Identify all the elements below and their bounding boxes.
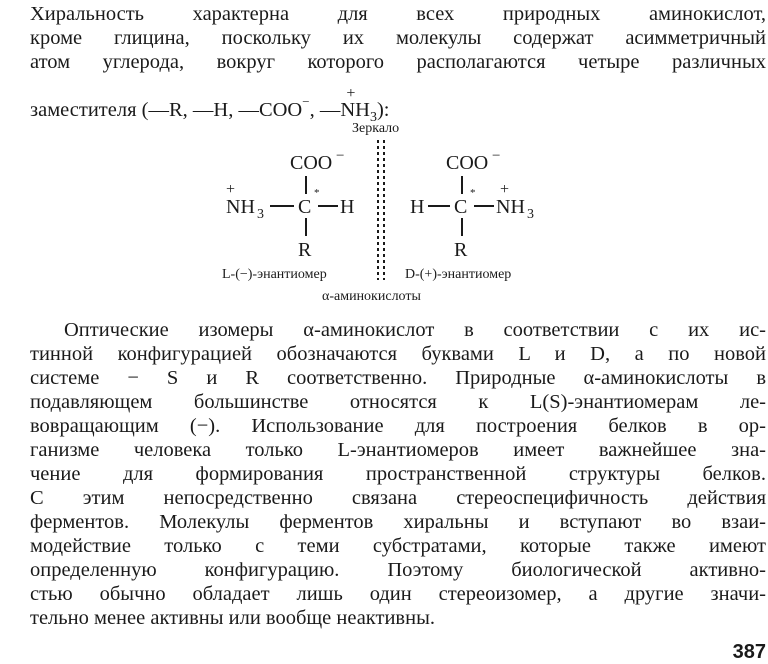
left-center-c: C bbox=[298, 196, 312, 218]
body-line-12: стью обычно обладает лишь один стереоизомер, а другие значи- bbox=[30, 583, 766, 605]
body-line-3: системе − S и R соответственно. Природные α-аминокислоты в bbox=[30, 367, 766, 389]
body-line-2: тинной конфигурацией обозначаются буквами L и D, а по новой bbox=[30, 343, 766, 365]
left-r-text: R bbox=[298, 239, 312, 261]
right-coo-text: COO bbox=[446, 152, 489, 174]
right-chiral-star: * bbox=[470, 187, 476, 199]
plus-charge: + bbox=[346, 84, 356, 102]
body-line-6: ганизме человека только L-энантиомеров имеет важнейшее зна- bbox=[30, 439, 766, 461]
right-h-text: H bbox=[410, 196, 425, 218]
body-line-9: ферментов. Молекулы ферментов хиральны и вступают во взаи- bbox=[30, 511, 766, 533]
mirror-label: Зеркало bbox=[352, 121, 400, 136]
body-line-5: вовращающим (−). Использование для построения белков в ор- bbox=[30, 415, 766, 437]
closing-text: ): bbox=[376, 98, 390, 121]
body-line-13: тельно менее активны или вообще неактивны. bbox=[30, 607, 435, 629]
left-nh-text: NH bbox=[226, 196, 255, 218]
body-line-11: определенную конфигурацию. Поэтому биологической активно- bbox=[30, 559, 766, 581]
intro-line-1: Хиральность характерна для всех природных аминокислот, bbox=[30, 3, 766, 25]
page-number: 387 bbox=[732, 641, 766, 663]
right-coo-minus: − bbox=[492, 148, 501, 164]
diagram-caption: α-аминокислоты bbox=[322, 289, 421, 304]
body-line-4: подавляющем большинстве относятся к L(S)-энантиомерам ле- bbox=[30, 391, 766, 413]
body-line-1: Оптические изомеры α-аминокислот в соответствии с их ис- bbox=[64, 319, 766, 341]
l-enantiomer-label: L-(−)-энантиомер bbox=[222, 267, 327, 282]
left-coo-text: COO bbox=[290, 152, 333, 174]
right-nh-sub3: 3 bbox=[527, 207, 534, 222]
right-r-text: R bbox=[454, 239, 468, 261]
substituents-text: заместителя (—R, —H, —COO bbox=[30, 98, 303, 121]
body-line-7: чение для формирования пространственной структуры белков. bbox=[30, 463, 766, 485]
body-line-8: С этим непосредственно связана стереоспецифичность действия bbox=[30, 487, 766, 509]
minus-charge: − bbox=[302, 94, 310, 109]
right-nh-text: NH bbox=[496, 196, 525, 218]
intro-line-2: кроме глицина, поскольку их молекулы содержат асимметричный bbox=[30, 27, 766, 49]
intro-line-3: атом углерода, вокруг которого располагаются четыре различных bbox=[30, 51, 766, 73]
left-nh-sub3: 3 bbox=[257, 207, 264, 222]
l-enantiomer bbox=[222, 148, 354, 282]
right-nh3-plus: + bbox=[500, 181, 510, 198]
nh-text: NH bbox=[340, 98, 370, 121]
d-enantiomer-label: D-(+)-энантиомер bbox=[405, 267, 512, 282]
left-coo-minus: − bbox=[336, 148, 345, 164]
left-nh3-plus: + bbox=[226, 181, 236, 198]
d-enantiomer bbox=[405, 148, 534, 282]
right-center-c: C bbox=[454, 196, 468, 218]
left-h-text: H bbox=[340, 196, 355, 218]
enantiomer-diagram bbox=[0, 110, 768, 310]
subscript-3: 3 bbox=[369, 109, 377, 125]
separator-text: , — bbox=[309, 98, 341, 121]
body-line-10: модействие только с теми субстратами, которые также имеют bbox=[30, 535, 766, 557]
left-chiral-star: * bbox=[314, 187, 320, 199]
